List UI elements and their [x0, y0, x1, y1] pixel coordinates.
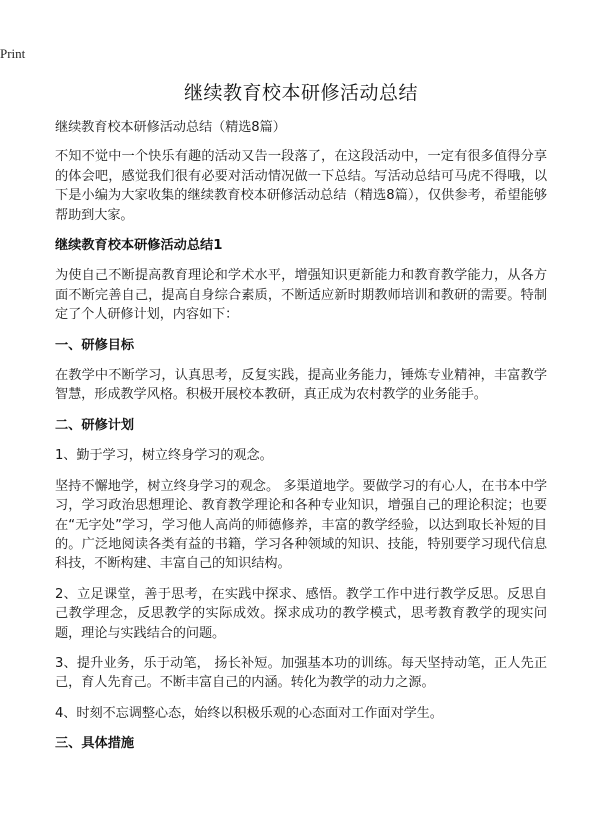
section-intro-paragraph: 为使自己不断提高教育理论和学术水平，增强知识更新能力和教育教学能力，从各方面不断完善自己，提高自身综合素质，不断适应新时期教师培训和教研的需要。特制定了个人研修计划，内容如下： [55, 268, 547, 323]
section-title: 继续教育校本研修活动总结1 [55, 238, 223, 254]
plan-item: 3、提升业务，乐于动笔， 扬长补短。加强基本功的训练。每天坚持动笔，正人先正己，育人先育己。不断丰富自己的内涵。转化为教学的动力之源。 [55, 655, 547, 691]
plan-item: 2、立足课堂，善于思考，在实践中探求、感悟。教学工作中进行教学反思。反思自己教学理念，反思教学的实际成效。探求成功的教学模式，思考教育教学的现实问题，理论与实践结合的问题。 [55, 586, 547, 641]
document-subtitle: 继续教育校本研修活动总结（精选8篇） [55, 120, 286, 135]
document-title: 继续教育校本研修活动总结 [183, 82, 418, 104]
heading-research-goals: 一、研修目标 [55, 337, 135, 353]
heading-specific-measures: 三、具体措施 [55, 736, 135, 752]
intro-paragraph: 不知不觉中一个快乐有趣的活动又告一段落了，在这段活动中，一定有很多值得分享的体会吧，感觉我们很有必要对活动情况做一下总结。写活动总结可马虎不得哦，以下是小编为大家收集的继续教育校本研修活动总结（精选8篇），仅供参考，希望能够帮助到大家。 [55, 149, 547, 223]
plan-item: 坚持不懈地学，树立终身学习的观念。 多渠道地学。要做学习的有心人，在书本中学习，学习政治思想理论、教育教学理论和各种专业知识，增强自己的理论积淀；也要在“无字处”学习，学习他人高尚的师德修养，丰富的教学经验，以达到取长补短的目的。广泛地阅读各类有益的书籍，学习各种领域的知识、技能，特别要学习现代信息科技，不断构建、丰富自己的知识结构。 [55, 478, 547, 572]
plan-item: 1、勤于学习，树立终身学习的观念。 [55, 448, 273, 464]
goal-paragraph: 在教学中不断学习，认真思考，反复实践，提高业务能力，锤炼专业精神，丰富教学智慧，形成教学风格。积极开展校本教研，真正成为农村教学的业务能手。 [55, 368, 547, 403]
print-label: Print [0, 46, 26, 61]
heading-research-plan: 二、研修计划 [55, 417, 135, 433]
document-content [55, 118, 547, 765]
plan-item: 4、时刻不忘调整心态，始终以积极乐观的心态面对工作面对学生。 [55, 705, 443, 721]
